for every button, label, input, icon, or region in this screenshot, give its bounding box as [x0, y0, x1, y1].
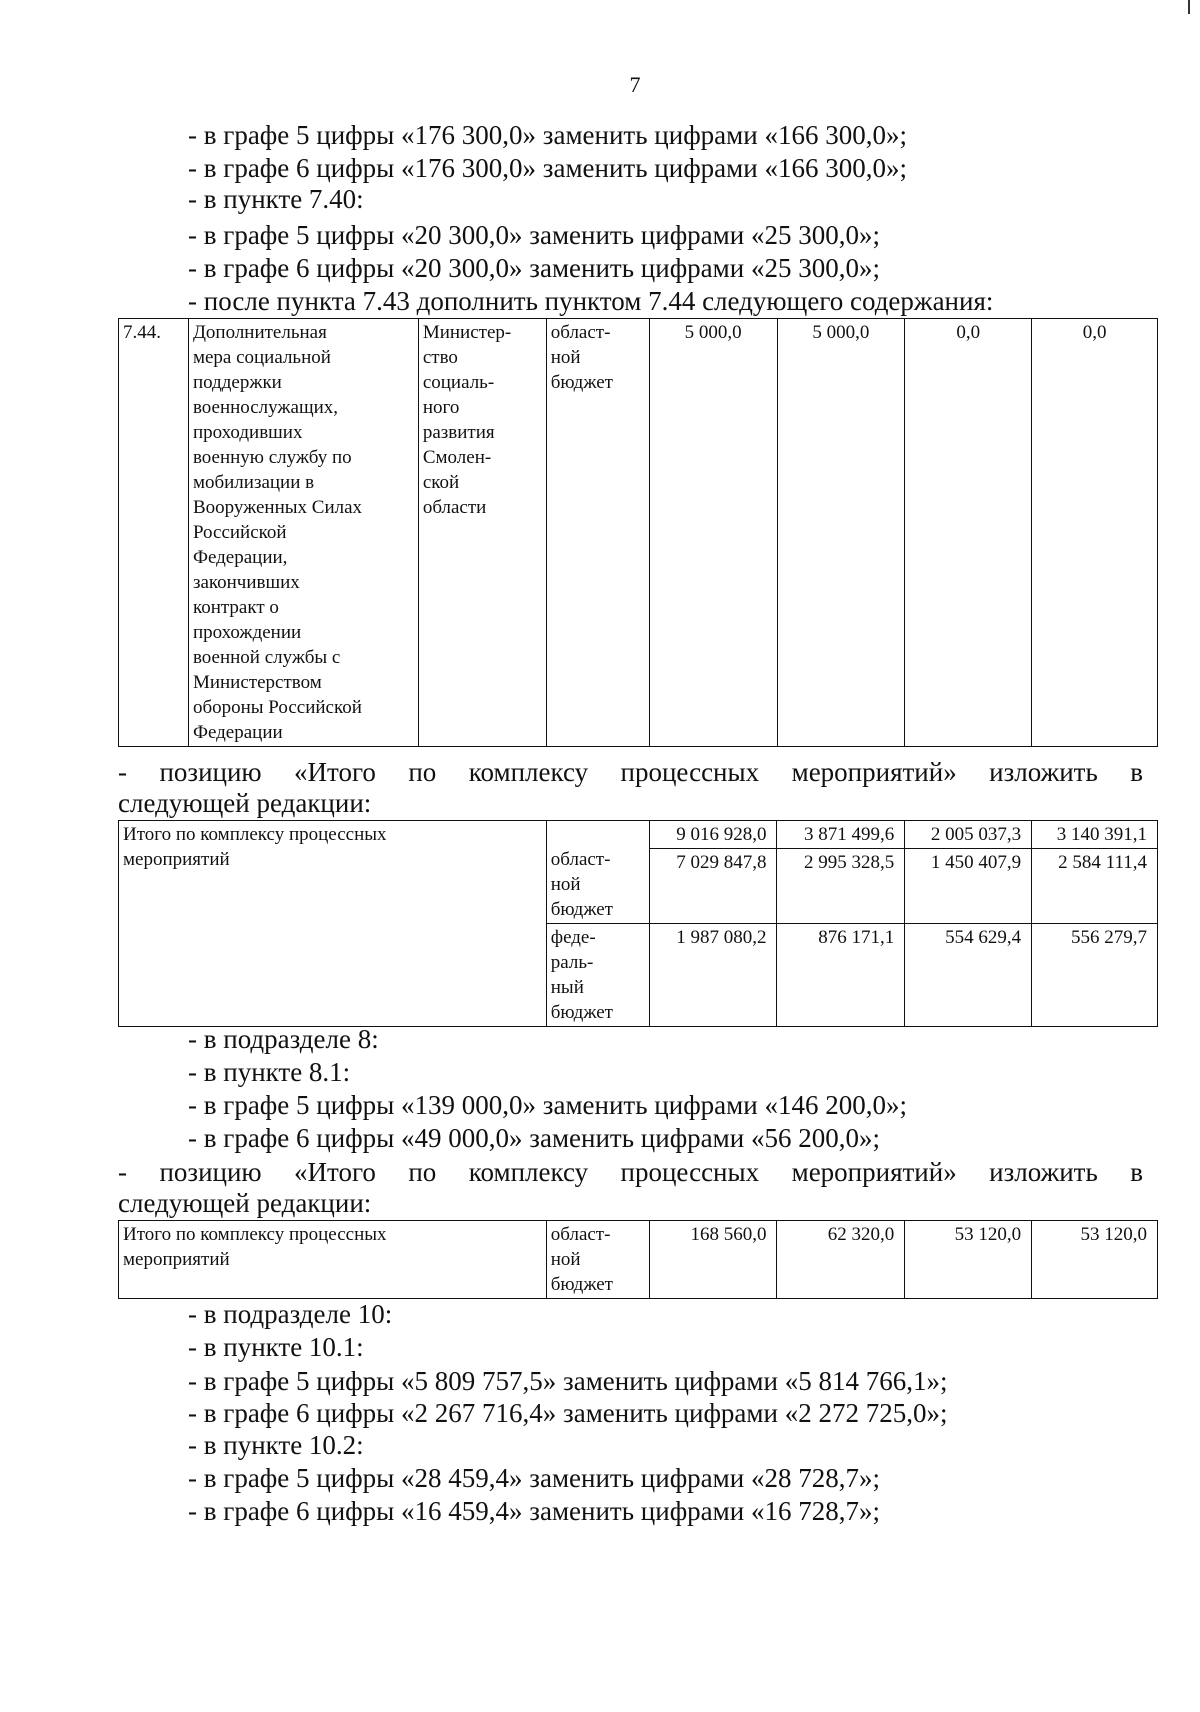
table-total-subsection-8 — [118, 1220, 1158, 1299]
value-cell: 53 120,0 — [1032, 1221, 1158, 1299]
source-line: област- — [550, 1224, 611, 1245]
source-line: бюджет — [550, 372, 613, 393]
measure-name-line: Министерством — [192, 672, 322, 693]
text-paragraph-line: следующей редакции: — [118, 788, 372, 818]
source-line: феде- — [550, 927, 596, 948]
measure-name-line: контракт о — [192, 597, 279, 618]
source-line: раль- — [550, 952, 594, 973]
total-label-cell — [119, 1221, 547, 1299]
measure-name-line: поддержки — [192, 372, 282, 393]
text-line: - в графе 5 цифры «139 000,0» заменить цифрами «146 200,0»; — [188, 1090, 907, 1120]
source-line: бюджет — [550, 1002, 613, 1023]
total-label: Итого по комплексу процессных мероприятий — [123, 1224, 387, 1270]
text-line: - после пункта 7.43 дополнить пунктом 7.44 следующего содержания: — [188, 286, 994, 316]
total-value-cell: 3 871 499,6 — [777, 821, 905, 849]
text-paragraph-line: - позицию «Итого по комплексу процессных мероприятий» изложить в — [118, 1157, 1143, 1187]
value-cell: 62 320,0 — [777, 1221, 905, 1299]
value-cell: 7 029 847,8 — [649, 849, 777, 924]
text-line: - в пункте 10.2: — [188, 1430, 364, 1460]
text-line: - в графе 6 цифры «20 300,0» заменить цифрами «25 300,0»; — [188, 253, 880, 283]
text-line: - в графе 6 цифры «2 267 716,4» заменить цифрами «2 272 725,0»; — [188, 1398, 948, 1428]
funding-source-cell — [546, 821, 649, 924]
executor-line: ного — [422, 397, 460, 418]
value-cell: 5 000,0 — [649, 319, 777, 747]
measure-name-line: прохождении — [192, 622, 302, 643]
measure-name-line: обороны Российской — [192, 697, 362, 718]
funding-source-cell — [546, 924, 649, 1027]
value-cell: 0,0 — [1032, 319, 1158, 747]
text-paragraph-line: следующей редакции: — [118, 1188, 372, 1218]
executor-line: области — [422, 497, 487, 518]
measure-name-line: военнослужащих, — [192, 397, 339, 418]
measure-name-line: Федерации, — [192, 547, 288, 568]
measure-name-line: Вооруженных Силах — [192, 497, 363, 518]
measure-name-line: проходивших — [192, 422, 303, 443]
executor-line: развития — [422, 422, 495, 443]
value-cell: 1 450 407,9 — [905, 849, 1032, 924]
measure-name-line: Дополнительная — [192, 322, 327, 343]
funding-source-cell — [546, 1221, 649, 1299]
text-line: - в графе 5 цифры «5 809 757,5» заменить цифрами «5 814 766,1»; — [188, 1366, 948, 1396]
source-line: бюджет — [550, 1274, 613, 1295]
value-cell: 554 629,4 — [905, 924, 1032, 1027]
text-line: - в пункте 8.1: — [188, 1057, 351, 1087]
measure-name-line: закончивших — [192, 572, 300, 593]
total-label: Итого по комплексу процессных мероприятий — [123, 824, 387, 870]
source-line: ной — [550, 1249, 581, 1270]
executor-line: ство — [422, 347, 458, 368]
text-line: - в подразделе 8: — [188, 1024, 379, 1054]
source-line: ной — [550, 347, 581, 368]
text-line: - в графе 5 цифры «20 300,0» заменить цифрами «25 300,0»; — [188, 220, 880, 250]
source-line: ной — [550, 874, 581, 895]
value-cell: 5 000,0 — [777, 319, 905, 747]
executor-cell — [418, 319, 546, 747]
text-line: - в графе 5 цифры «28 459,4» заменить цифрами «28 728,7»; — [188, 1463, 880, 1493]
total-value-cell: 2 005 037,3 — [905, 821, 1032, 849]
measure-name-line: мера социальной — [192, 347, 331, 368]
source-line: област- — [550, 322, 611, 343]
measure-name-line: военной службы с — [192, 647, 341, 668]
text-line: - в графе 5 цифры «176 300,0» заменить цифрами «166 300,0»; — [188, 120, 907, 150]
value-cell: 2 995 328,5 — [777, 849, 905, 924]
value-cell: 1 987 080,2 — [649, 924, 777, 1027]
measure-name-cell — [188, 319, 418, 747]
measure-name-line: военную службу по — [192, 447, 352, 468]
measure-name-line: мобилизации в — [192, 472, 315, 493]
total-value-cell: 3 140 391,1 — [1032, 821, 1158, 849]
text-line: - в графе 6 цифры «16 459,4» заменить цифрами «16 728,7»; — [188, 1496, 880, 1526]
table-total-processes — [118, 820, 1158, 1027]
total-value-cell: 9 016 928,0 — [649, 821, 777, 849]
scan-mark — [1188, 0, 1190, 14]
value-cell: 0,0 — [905, 319, 1032, 747]
table-item-7-44 — [118, 318, 1158, 747]
source-line: ный — [550, 977, 584, 998]
measure-name-line: Федерации — [192, 722, 283, 743]
value-cell: 53 120,0 — [905, 1221, 1032, 1299]
executor-line: Смолен- — [422, 447, 492, 468]
text-paragraph-line: - позицию «Итого по комплексу процессных мероприятий» изложить в — [118, 757, 1143, 787]
total-label-cell — [119, 821, 547, 1027]
text-line: - в графе 6 цифры «176 300,0» заменить цифрами «166 300,0»; — [188, 153, 907, 183]
executor-line: Министер- — [422, 322, 512, 343]
value-cell: 556 279,7 — [1032, 924, 1158, 1027]
value-cell: 876 171,1 — [777, 924, 905, 1027]
text-line: - в пункте 10.1: — [188, 1332, 364, 1362]
item-number: 7.44. — [119, 319, 189, 747]
executor-line: социаль- — [422, 372, 495, 393]
page-number: 7 — [629, 72, 641, 97]
value-cell: 2 584 111,4 — [1032, 849, 1158, 924]
measure-name-line: Российской — [192, 522, 287, 543]
text-line: - в графе 6 цифры «49 000,0» заменить цифрами «56 200,0»; — [188, 1123, 880, 1153]
executor-line: ской — [422, 472, 460, 493]
source-line: област- — [550, 849, 611, 870]
value-cell: 168 560,0 — [649, 1221, 777, 1299]
text-line: - в пункте 7.40: — [188, 184, 364, 214]
funding-source-cell — [546, 319, 649, 747]
text-line: - в подразделе 10: — [188, 1299, 393, 1329]
source-line: бюджет — [550, 899, 613, 920]
